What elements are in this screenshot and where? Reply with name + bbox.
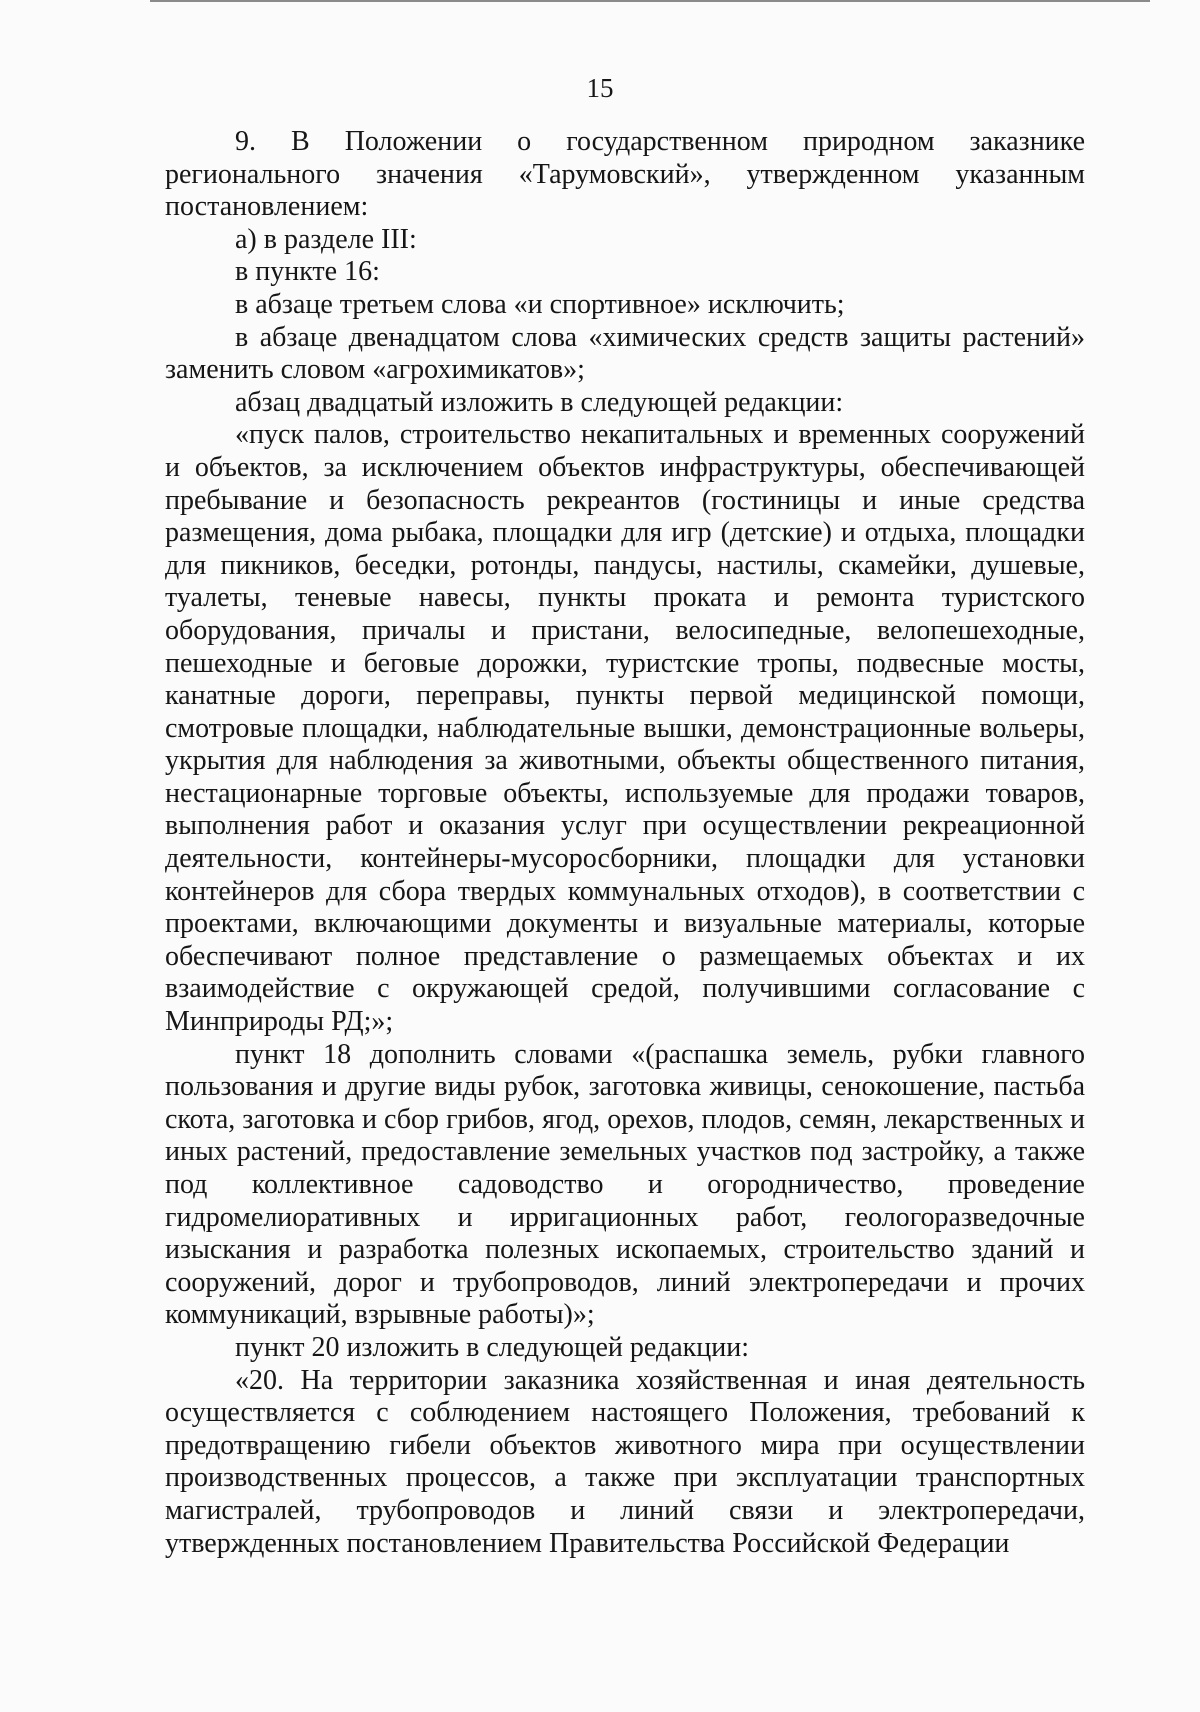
page-number: 15 <box>586 73 614 103</box>
paragraph-section-iii: а) в разделе III: <box>235 223 417 255</box>
paragraph-item-9: 9. В Положении о государственном природном заказнике регионального значения «Тарумовский», утвержденном указанным постановлением: <box>165 126 1085 223</box>
paragraph-point-18: пункт 18 дополнить словами «(распашка земель, рубки главного пользования и другие виды рубок, заготовка живицы, сенокошение, пастьба скота, заготовка и сбор грибов, ягод, орехов, плодов, семян, лекарственных и иных растений, предоставление земельных участков под застройку, а также под коллективное садоводство и огородничество, проведение гидромелиоративных и ирригационных работ, геологоразведочные изыскания и разработка полезных ископаемых, строительство зданий и сооружений, дорог и трубопроводов, линий электропередачи и прочих коммуникаций, взрывные работы)»; <box>165 1038 1085 1331</box>
paragraph-abzac-20: абзац двадцатый изложить в следующей редакции: <box>235 386 844 418</box>
paragraph-point-16: в пункте 16: <box>235 256 380 288</box>
document-body <box>165 126 1085 1560</box>
paragraph-point-20: пункт 20 изложить в следующей редакции: <box>235 1331 749 1363</box>
page-top-edge <box>150 0 1150 2</box>
paragraph-abzac-12: в абзаце двенадцатом слова «химических средств защиты растений» заменить словом «агрохимикатов»; <box>165 321 1085 386</box>
paragraph-abzac-3: в абзаце третьем слова «и спортивное» исключить; <box>235 288 845 320</box>
paragraph-quoted-abzac-20: «пуск палов, строительство некапитальных и временных сооружений и объектов, за исключением объектов инфраструктуры, обеспечивающей пребывание и безопасность рекреантов (гостиницы и иные средства размещения, дома рыбака, площадки для игр (детские) и отдыха, площадки для пикников, беседки, ротонды, пандусы, настилы, скамейки, душевые, туалеты, теневые навесы, пункты проката и ремонта туристского оборудования, причалы и пристани, велосипедные, велопешеходные, пешеходные и беговые дорожки, туристские тропы, подвесные мосты, канатные дороги, переправы, пункты первой медицинской помощи, смотровые площадки, наблюдательные вышки, демонстрационные вольеры, укрытия для наблюдения за животными, объекты общественного питания, нестационарные торговые объекты, используемые для продажи товаров, выполнения работ и оказания услуг при осуществлении рекреационной деятельности, контейнеры-мусоросборники, площадки для установки контейнеров для сбора твердых коммунальных отходов), в соответствии с проектами, включающими документы и визуальные материалы, которые обеспечивают полное представление о размещаемых объектах и их взаимодействие с окружающей средой, получившими согласование с Минприроды РД;»; <box>165 419 1085 1038</box>
paragraph-quoted-point-20: «20. На территории заказника хозяйственная и иная деятельность осуществляется с соблюдением настоящего Положения, требований к предотвращению гибели объектов животного мира при осуществлении производственных процессов, а также при эксплуатации транспортных магистралей, трубопроводов и линий связи и электропередачи, утвержденных постановлением Правительства Российской Федерации <box>165 1364 1085 1559</box>
